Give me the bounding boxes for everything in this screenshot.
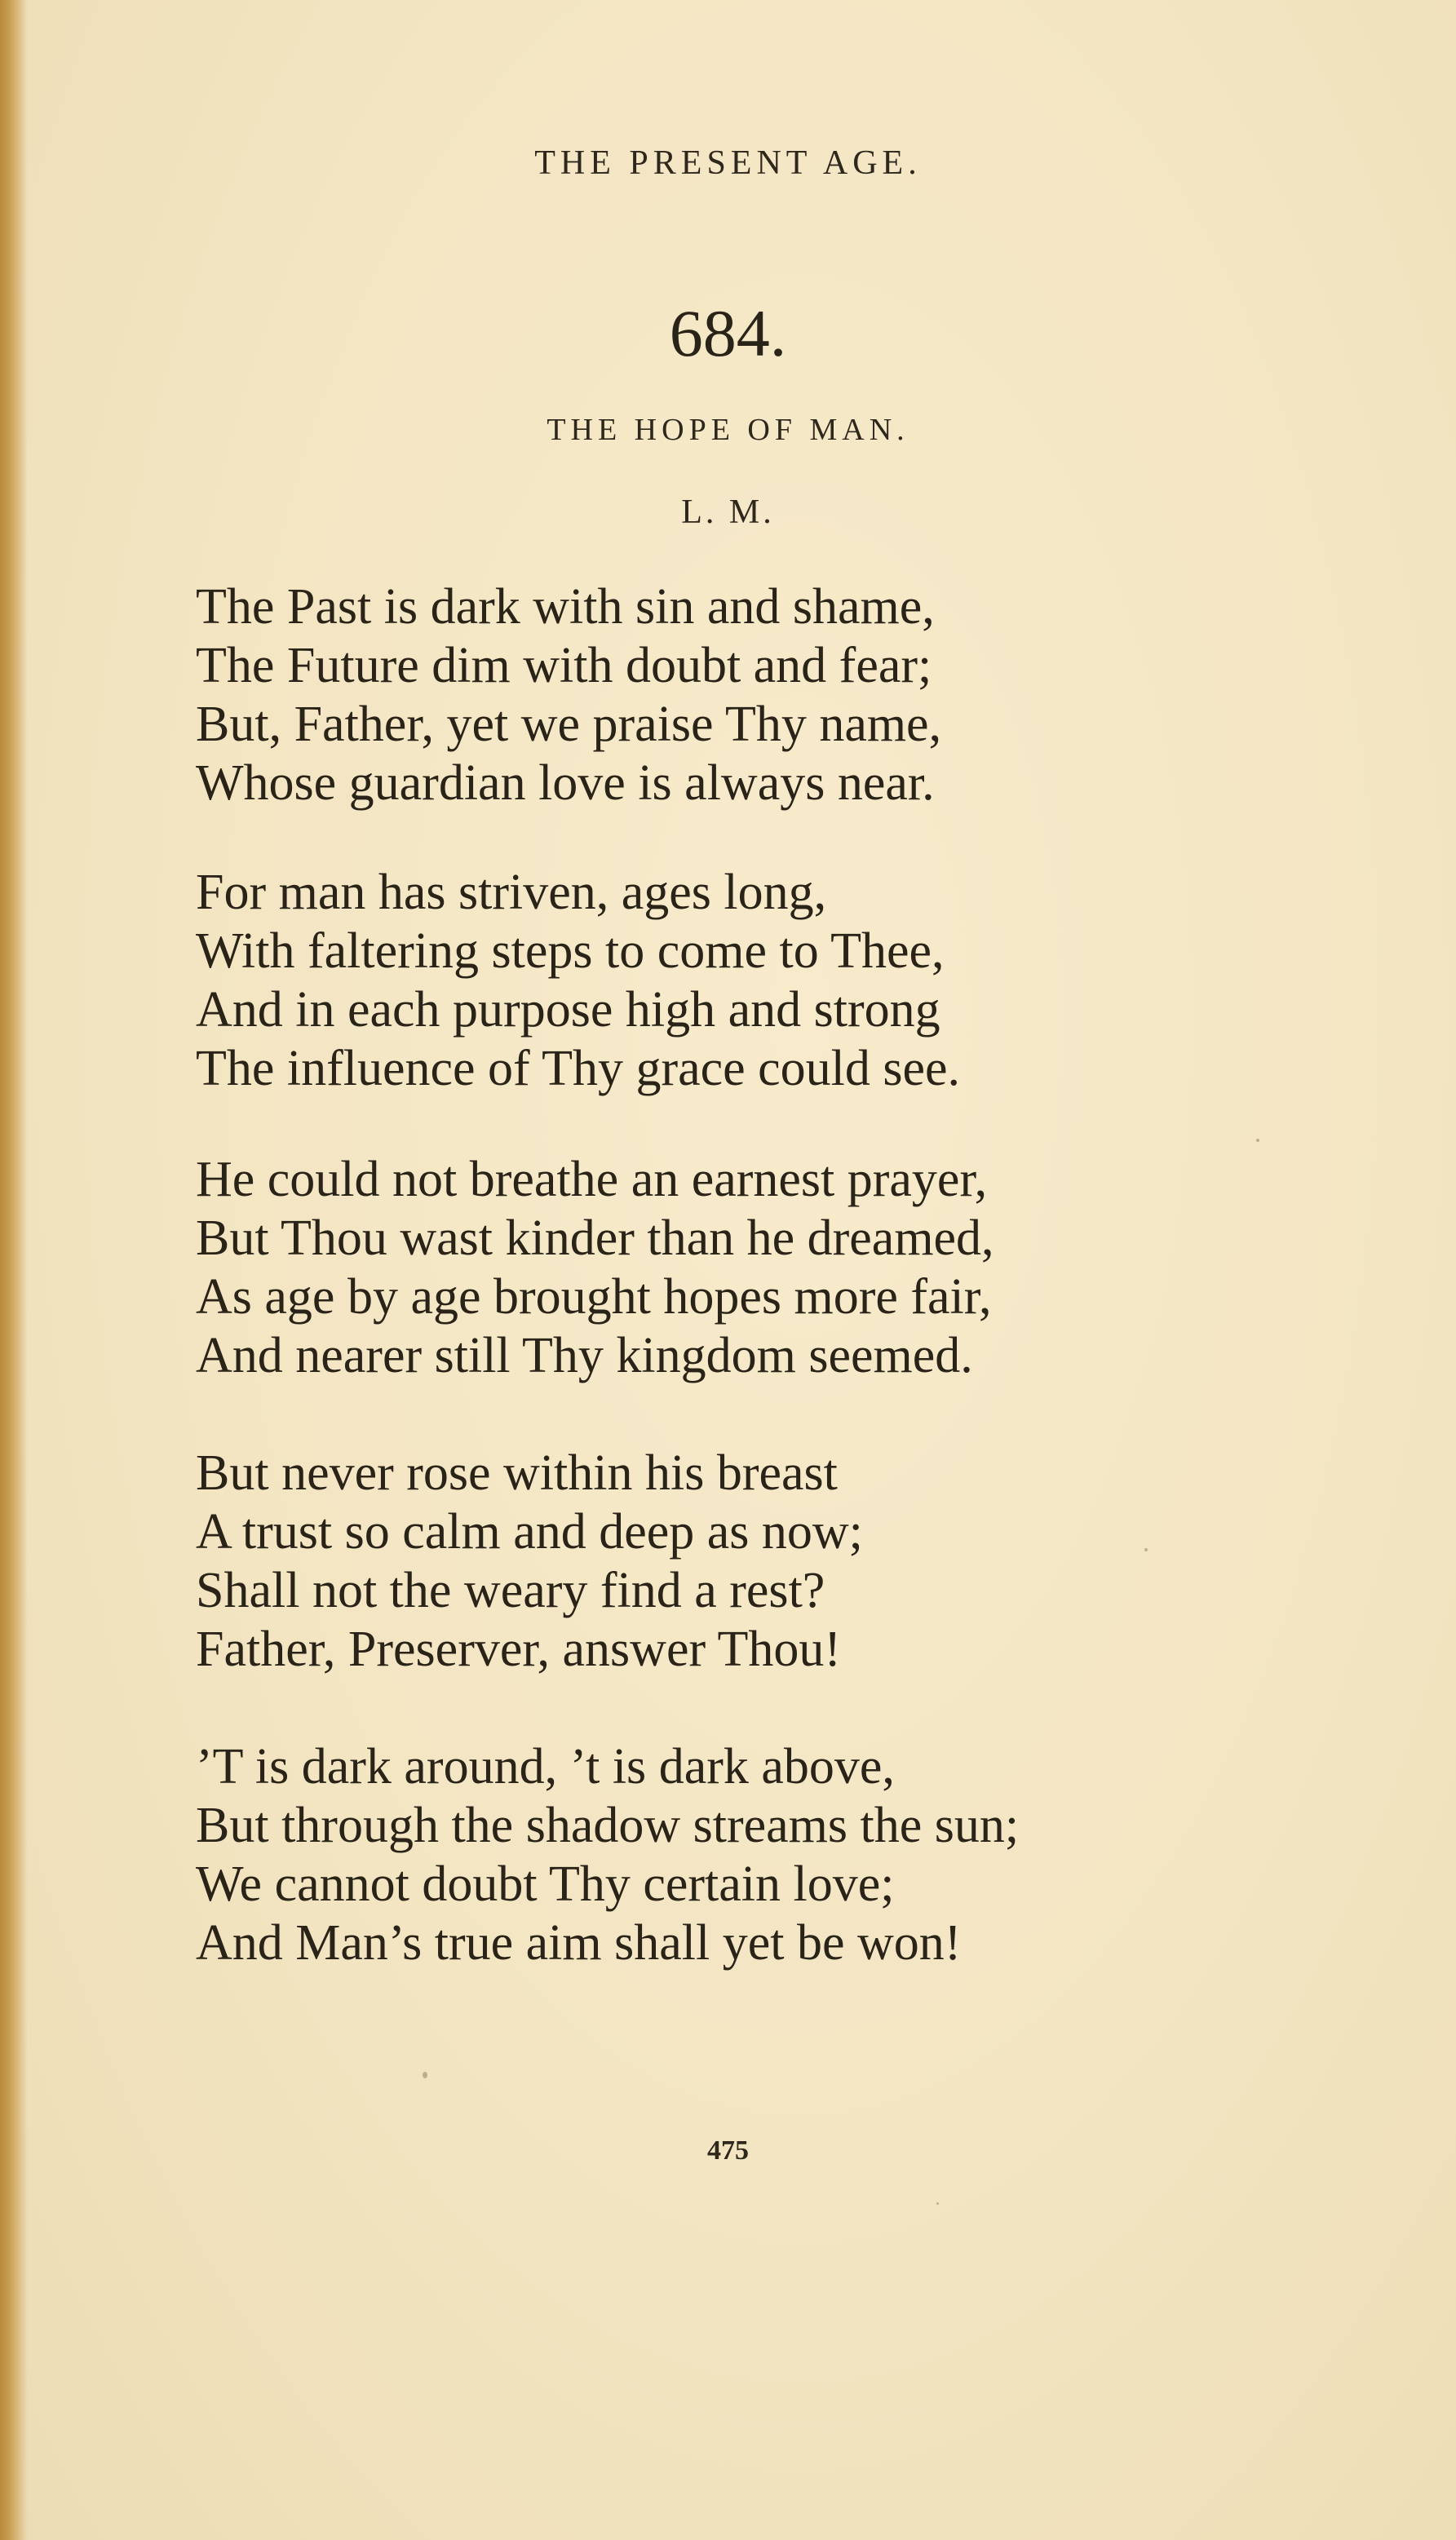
stanza-2-line-4: The influence of Thy grace could see. [196, 1041, 961, 1096]
page-number: 475 [707, 2135, 749, 2166]
paper-speck [1144, 1548, 1148, 1551]
stanza-5-line-2: But through the shadow streams the sun; [196, 1798, 1020, 1853]
stanza-4-line-1: But never rose within his breast [196, 1445, 838, 1501]
stanza-2-line-1: For man has striven, ages long, [196, 865, 827, 920]
stanza-3-line-3: As age by age brought hopes more fair, [196, 1269, 992, 1325]
stanza-1-line-4: Whose guardian love is always near. [196, 755, 935, 811]
stanza-4 [196, 1444, 1256, 1679]
stanza-3-line-2: But Thou wast kinder than he dreamed, [196, 1210, 994, 1266]
paper-speck [423, 2072, 427, 2078]
stanza-3-line-1: He could not breathe an earnest prayer, [196, 1152, 988, 1207]
stanza-5-line-4: And Man’s true aim shall yet be won! [196, 1915, 962, 1971]
hymn-title: THE HOPE OF MAN. [547, 413, 909, 447]
stanza-2-line-3: And in each purpose high and strong [196, 982, 940, 1038]
hymn-meter: L. M. [681, 493, 775, 531]
stanza-4-line-4: Father, Preserver, answer Thou! [196, 1622, 842, 1677]
stanza-4-line-2: A trust so calm and deep as now; [196, 1504, 863, 1560]
stanza-2 [196, 863, 1256, 1098]
hymn-number: 684. [669, 296, 787, 370]
stanza-1-line-1: The Past is dark with sin and shame, [196, 579, 935, 635]
stanza-3-line-4: And nearer still Thy kingdom seemed. [196, 1328, 973, 1383]
stanza-4-line-3: Shall not the weary find a rest? [196, 1563, 825, 1618]
stanza-3 [196, 1150, 1256, 1385]
stanza-1 [196, 577, 1256, 812]
paper-speck [1256, 1139, 1259, 1142]
running-head: THE PRESENT AGE. [534, 144, 922, 182]
stanza-1-line-3: But, Father, yet we praise Thy name, [196, 697, 942, 752]
stanza-2-line-2: With faltering steps to come to Thee, [196, 923, 945, 979]
stanza-1-line-2: The Future dim with doubt and fear; [196, 638, 932, 693]
stanza-5-line-1: ’T is dark around, ’t is dark above, [196, 1739, 895, 1794]
stanza-5-line-3: We cannot doubt Thy certain love; [196, 1856, 895, 1912]
stanza-5 [196, 1737, 1256, 1972]
paper-speck [936, 2202, 939, 2205]
